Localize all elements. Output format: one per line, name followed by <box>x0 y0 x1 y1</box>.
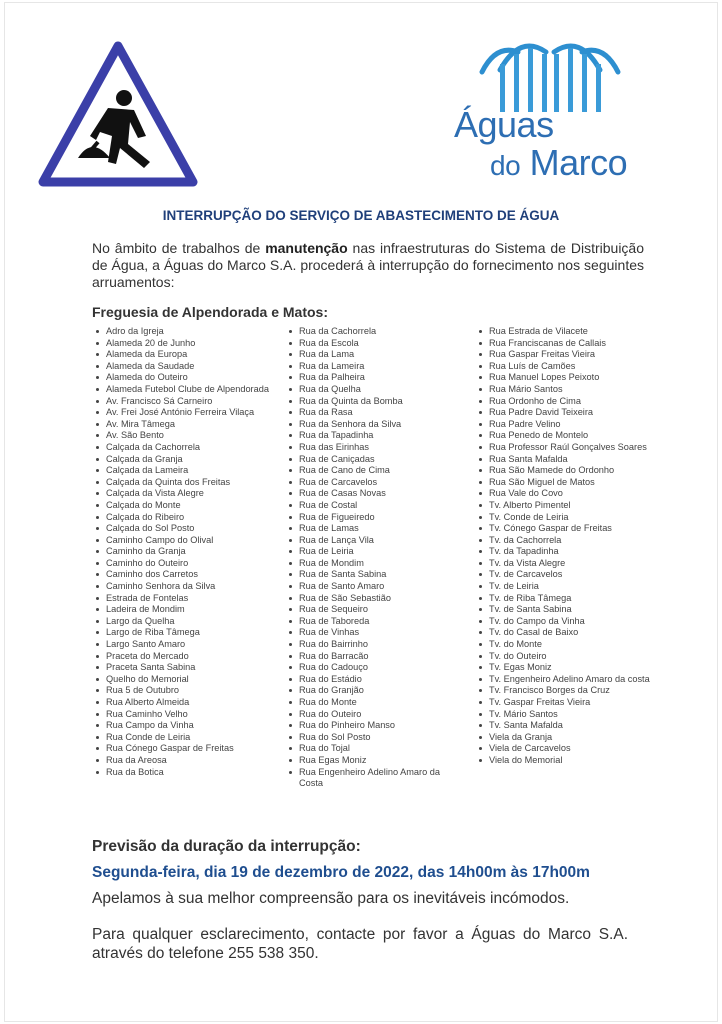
list-item: Rua do Bairrinho <box>285 639 460 651</box>
list-item: Rua da Quelha <box>285 384 460 396</box>
list-item: Rua da Senhora da Silva <box>285 419 460 431</box>
list-item: Rua de Santo Amaro <box>285 581 460 593</box>
list-item: Largo da Quelha <box>92 616 272 628</box>
list-item: Rua de Cano de Cima <box>285 465 460 477</box>
list-item: Rua da Areosa <box>92 755 272 767</box>
intro-part2: nas infraestruturas do Sistema de Distribuição de Água, a Águas do Marco S.A. procederá à interrupção do fornecimento nos seguintes arruamentos: <box>92 240 644 290</box>
list-item: Calçada do Ribeiro <box>92 512 272 524</box>
list-item: Tv. Gaspar Freitas Vieira <box>475 697 650 709</box>
freguesia-heading: Freguesia de Alpendorada e Matos: <box>92 304 328 320</box>
list-item: Rua Cónego Gaspar de Freitas <box>92 743 272 755</box>
list-item: Rua da Tapadinha <box>285 430 460 442</box>
list-item: Calçada do Sol Posto <box>92 523 272 535</box>
list-item: Caminho da Granja <box>92 546 272 558</box>
street-list-col1 <box>92 326 272 778</box>
list-item: Tv. do Monte <box>475 639 650 651</box>
interruption-date: Segunda-feira, dia 19 de dezembro de 2022, das 14h00m às 17h00m <box>92 864 590 881</box>
list-item: Rua do Monte <box>285 697 460 709</box>
list-item: Av. Francisco Sá Carneiro <box>92 396 272 408</box>
list-item: Tv. Engenheiro Adelino Amaro da costa <box>475 674 650 686</box>
list-item: Rua do Sol Posto <box>285 732 460 744</box>
list-item: Rua São Miguel de Matos <box>475 477 650 489</box>
list-item: Tv. Francisco Borges da Cruz <box>475 685 650 697</box>
list-item: Alameda do Outeiro <box>92 372 272 384</box>
list-item: Quelho do Memorial <box>92 674 272 686</box>
list-item: Tv. de Riba Tâmega <box>475 593 650 605</box>
list-item: Tv. de Carcavelos <box>475 569 650 581</box>
list-item: Rua de Sequeiro <box>285 604 460 616</box>
list-item: Largo Santo Amaro <box>92 639 272 651</box>
list-item: Tv. do Outeiro <box>475 651 650 663</box>
list-item: Rua de Carcavelos <box>285 477 460 489</box>
list-item: Rua da Rasa <box>285 407 460 419</box>
list-item: Rua de Casas Novas <box>285 488 460 500</box>
list-item: Tv. de Santa Sabina <box>475 604 650 616</box>
logo-text-aguas: Águas <box>454 104 554 145</box>
list-item: Caminho do Outeiro <box>92 558 272 570</box>
list-item: Calçada da Quinta dos Freitas <box>92 477 272 489</box>
list-item: Calçada da Lameira <box>92 465 272 477</box>
list-item: Rua do Pinheiro Manso <box>285 720 460 732</box>
list-item: Rua Padre David Teixeira <box>475 407 650 419</box>
list-item: Rua de Vinhas <box>285 627 460 639</box>
list-item: Rua da Escola <box>285 338 460 350</box>
list-item: Rua Franciscanas de Callais <box>475 338 650 350</box>
list-item: Alameda da Saudade <box>92 361 272 373</box>
list-item: Rua da Lameira <box>285 361 460 373</box>
list-item: Tv. da Cachorrela <box>475 535 650 547</box>
list-item: Rua da Quinta da Bomba <box>285 396 460 408</box>
page-title: INTERRUPÇÃO DO SERVIÇO DE ABASTECIMENTO DE ÁGUA <box>162 208 560 223</box>
list-item: Tv. Mário Santos <box>475 709 650 721</box>
list-item: Viela da Granja <box>475 732 650 744</box>
list-item: Rua Caminho Velho <box>92 709 272 721</box>
list-item: Av. Frei José António Ferreira Vilaça <box>92 407 272 419</box>
list-item: Rua do Cadouço <box>285 662 460 674</box>
list-item: Rua Luís de Camões <box>475 361 650 373</box>
list-item: Rua Estrada de Vilacete <box>475 326 650 338</box>
list-item: Alameda 20 de Junho <box>92 338 272 350</box>
list-item: Tv. Conde de Leiria <box>475 512 650 524</box>
list-item: Av. Mira Tâmega <box>92 419 272 431</box>
list-item: Rua de Costal <box>285 500 460 512</box>
list-item: Rua do Barracão <box>285 651 460 663</box>
list-item: Tv. Santa Mafalda <box>475 720 650 732</box>
list-item: Rua do Granjão <box>285 685 460 697</box>
list-item: Rua Vale do Covo <box>475 488 650 500</box>
list-item: Rua Conde de Leiria <box>92 732 272 744</box>
list-item: Adro da Igreja <box>92 326 272 338</box>
list-item: Rua de São Sebastião <box>285 593 460 605</box>
intro-paragraph <box>92 240 644 291</box>
list-item: Rua do Outeiro <box>285 709 460 721</box>
list-item: Viela do Memorial <box>475 755 650 767</box>
list-item: Rua de Leiria <box>285 546 460 558</box>
road-works-sign-icon <box>38 40 198 188</box>
list-item: Rua de Lança Vila <box>285 535 460 547</box>
list-item: Viela de Carcavelos <box>475 743 650 755</box>
list-item: Caminho Campo do Olival <box>92 535 272 547</box>
street-list-col3 <box>475 326 650 767</box>
list-item: Rua Penedo de Montelo <box>475 430 650 442</box>
duration-heading: Previsão da duração da interrupção: <box>92 838 361 855</box>
list-item: Rua Alberto Almeida <box>92 697 272 709</box>
list-item: Rua Mário Santos <box>475 384 650 396</box>
list-item: Rua de Figueiredo <box>285 512 460 524</box>
list-item: Rua das Eirinhas <box>285 442 460 454</box>
list-item: Rua 5 de Outubro <box>92 685 272 697</box>
list-item: Praceta do Mercado <box>92 651 272 663</box>
list-item: Ladeira de Mondim <box>92 604 272 616</box>
list-item: Rua Ordonho de Cima <box>475 396 650 408</box>
list-item: Alameda da Europa <box>92 349 272 361</box>
logo-text-do-marco <box>490 142 627 184</box>
list-item: Calçada da Vista Alegre <box>92 488 272 500</box>
list-item: Caminho dos Carretos <box>92 569 272 581</box>
list-item: Calçada do Monte <box>92 500 272 512</box>
street-list-col2 <box>285 326 460 790</box>
list-item: Caminho Senhora da Silva <box>92 581 272 593</box>
list-item: Estrada de Fontelas <box>92 593 272 605</box>
list-item: Rua da Botica <box>92 767 272 779</box>
list-item: Calçada da Cachorrela <box>92 442 272 454</box>
list-item: Tv. do Campo da Vinha <box>475 616 650 628</box>
apology-text: Apelamos à sua melhor compreensão para os inevitáveis incómodos. <box>92 890 570 907</box>
list-item: Rua Professor Raúl Gonçalves Soares <box>475 442 650 454</box>
list-item: Rua da Palheira <box>285 372 460 384</box>
logo-text-do: do <box>490 150 521 181</box>
logo-text-marco: Marco <box>529 142 628 183</box>
list-item: Rua da Lama <box>285 349 460 361</box>
list-item: Rua Egas Moniz <box>285 755 460 767</box>
list-item: Rua da Cachorrela <box>285 326 460 338</box>
list-item: Tv. de Leiria <box>475 581 650 593</box>
contact-text: Para qualquer esclarecimento, contacte por favor a Águas do Marco S.A. através do telefone 255 538 350. <box>92 926 628 962</box>
list-item: Rua de Taboreda <box>285 616 460 628</box>
list-item: Rua Gaspar Freitas Vieira <box>475 349 650 361</box>
list-item: Largo de Riba Tâmega <box>92 627 272 639</box>
list-item: Alameda Futebol Clube de Alpendorada <box>92 384 272 396</box>
list-item: Tv. Cónego Gaspar de Freitas <box>475 523 650 535</box>
list-item: Rua de Mondim <box>285 558 460 570</box>
list-item: Praceta Santa Sabina <box>92 662 272 674</box>
list-item: Av. São Bento <box>92 430 272 442</box>
list-item: Calçada da Granja <box>92 454 272 466</box>
list-item: Tv. Egas Moniz <box>475 662 650 674</box>
intro-bold: manutenção <box>265 240 348 256</box>
list-item: Rua Campo da Vinha <box>92 720 272 732</box>
list-item: Tv. Alberto Pimentel <box>475 500 650 512</box>
list-item: Rua Manuel Lopes Peixoto <box>475 372 650 384</box>
list-item: Rua Santa Mafalda <box>475 454 650 466</box>
intro-part1: No âmbito de trabalhos de <box>92 240 266 256</box>
list-item: Rua Padre Velino <box>475 419 650 431</box>
list-item: Tv. da Tapadinha <box>475 546 650 558</box>
list-item: Rua do Estádio <box>285 674 460 686</box>
list-item: Rua de Caniçadas <box>285 454 460 466</box>
list-item: Rua São Mamede do Ordonho <box>475 465 650 477</box>
list-item: Rua de Santa Sabina <box>285 569 460 581</box>
list-item: Rua do Tojal <box>285 743 460 755</box>
list-item: Rua de Lamas <box>285 523 460 535</box>
list-item: Rua Engenheiro Adelino Amaro da Costa <box>285 767 460 790</box>
list-item: Tv. do Casal de Baixo <box>475 627 650 639</box>
list-item: Tv. da Vista Alegre <box>475 558 650 570</box>
